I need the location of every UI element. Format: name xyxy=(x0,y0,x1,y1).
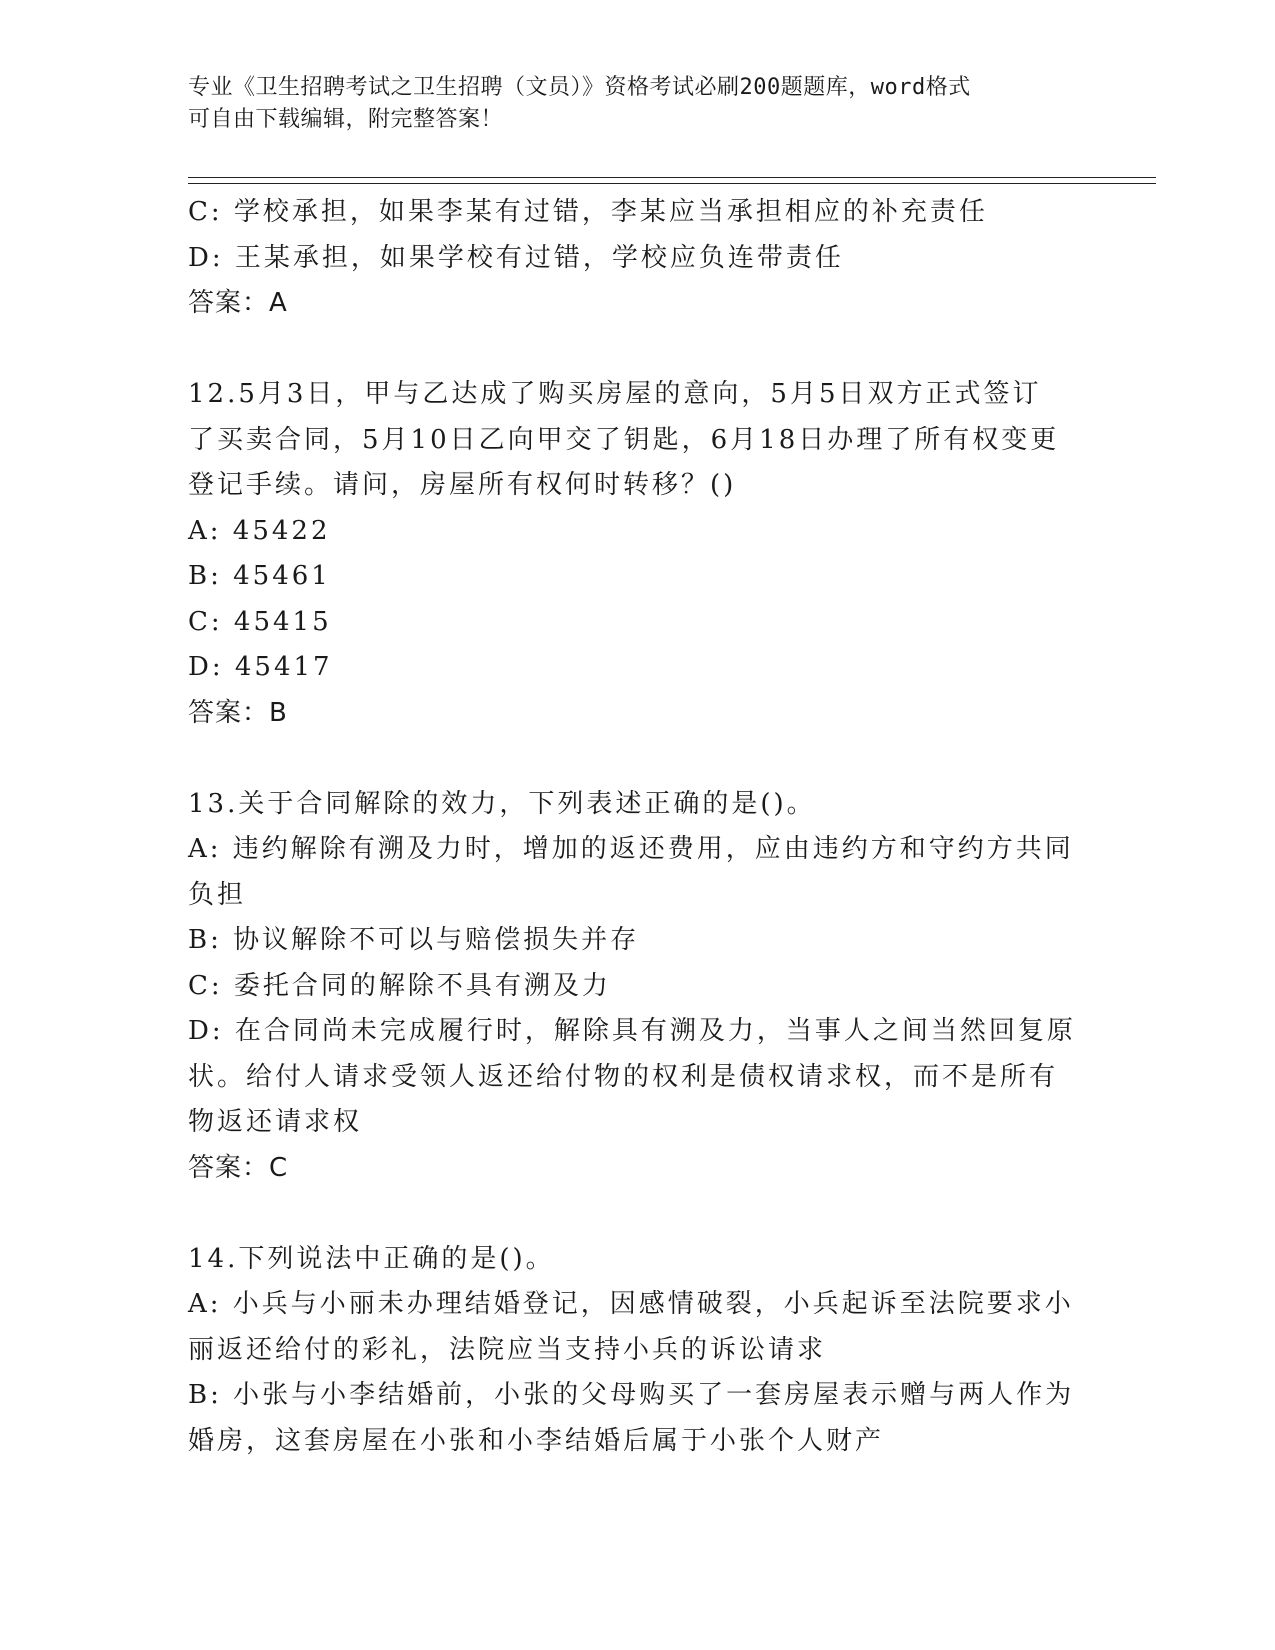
question-stem-line: 登记手续。请问，房屋所有权何时转移？() xyxy=(188,470,737,500)
option-a-line: 丽返还给付的彩礼，法院应当支持小兵的诉讼请求 xyxy=(188,1334,827,1365)
spacer xyxy=(188,327,1088,373)
option-a: A: 45422 xyxy=(188,515,331,546)
question-12 xyxy=(188,372,1088,736)
answer-line: 答案：C xyxy=(188,1152,289,1183)
option-a-line: A: 小兵与小丽未办理结婚登记，因感情破裂，小兵起诉至法院要求小 xyxy=(188,1289,1074,1319)
question-stem-line: 12.5月3日，甲与乙达成了购买房屋的意向，5月5日双方正式签订 xyxy=(188,379,1042,409)
option-b-line: B: 小张与小李结婚前，小张的父母购买了一套房屋表示赠与两人作为 xyxy=(188,1380,1075,1410)
question-14 xyxy=(188,1237,1088,1465)
option-a-line: 负担 xyxy=(188,879,247,910)
answer-line: 答案：B xyxy=(188,697,288,728)
answer-line: 答案：A xyxy=(188,288,288,318)
option-d: D: 45417 xyxy=(188,652,333,682)
question-stem: 14.下列说法中正确的是()。 xyxy=(188,1243,555,1274)
option-d: D: 王某承担，如果学校有过错，学校应负连带责任 xyxy=(188,242,844,273)
header-title-line-1: 专业《卫生招聘考试之卫生招聘（文员）》资格考试必刷200题题库，word格式 xyxy=(188,75,971,100)
option-c: C: 学校承担，如果李某有过错，李某应当承担相应的补充责任 xyxy=(188,197,988,227)
document-body xyxy=(188,190,1088,1464)
option-d-line: 状。给付人请求受领人返还给付物的权利是债权请求权，而不是所有 xyxy=(188,1061,1059,1092)
option-b: B: 协议解除不可以与赔偿损失并存 xyxy=(188,925,640,955)
option-d-line: 物返还请求权 xyxy=(188,1107,363,1137)
option-d-line: D: 在合同尚未完成履行时，解除具有溯及力，当事人之间当然回复原 xyxy=(188,1016,1076,1046)
question-11-fragment xyxy=(188,190,1088,327)
option-b-line: 婚房，这套房屋在小张和小李结婚后属于小张个人财产 xyxy=(188,1425,885,1456)
header-rule-top xyxy=(188,177,1156,178)
question-stem: 13.关于合同解除的效力，下列表述正确的是()。 xyxy=(188,788,816,819)
option-a-line: A: 违约解除有溯及力时，增加的返还费用，应由违约方和守约方共同 xyxy=(188,834,1074,864)
question-stem-line: 了买卖合同，5月10日乙向甲交了钥匙，6月18日办理了所有权变更 xyxy=(188,424,1060,455)
header-rule-bottom xyxy=(188,183,1156,184)
option-c: C: 45415 xyxy=(188,606,332,637)
spacer xyxy=(188,736,1088,782)
header-title-line-2: 可自由下载编辑，附完整答案！ xyxy=(188,107,504,132)
spacer xyxy=(188,1191,1088,1237)
option-b: B: 45461 xyxy=(188,561,331,591)
option-c: C: 委托合同的解除不具有溯及力 xyxy=(188,970,611,1001)
document-header xyxy=(188,72,1088,136)
question-13 xyxy=(188,782,1088,1192)
